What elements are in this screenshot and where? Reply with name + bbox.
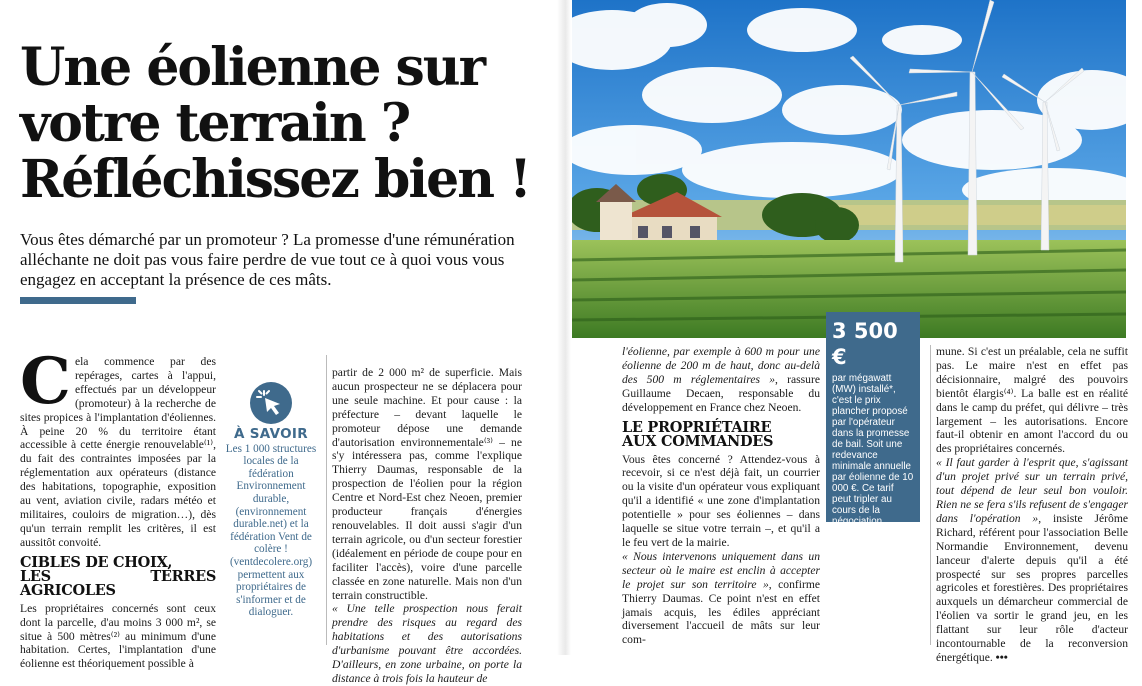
stat-footnote: * Puissance nominale de l'éolienne. xyxy=(832,555,909,574)
column-divider xyxy=(326,355,327,645)
article-lead: Vous êtes démarché par un promoteur ? La promesse d'une rémunération alléchante ne doit pas vous faire perdre de vue tout ce à quoi vous vous engagez en acceptant la présence de ces mâts. xyxy=(20,230,515,289)
title-line-3: Réfléchissez bien ! xyxy=(20,149,530,210)
col3-paragraph-1-rest: , rassure Guillaume Decaen, responsable du développement en France chez Neoen. xyxy=(622,372,820,414)
title-line-2: votre terrain ? xyxy=(20,93,410,154)
column-2 xyxy=(332,366,522,686)
stat-callout xyxy=(826,312,920,574)
col4-paragraph-1: mune. Si c'est un préalable, cela ne suffit pas. Le maire n'est en effet pas décisionnaire, malgré des pouvoirs bientôt élargis⁽⁴⁾. La balle est en réalité dans le camp du préfet, qui délivre – très largement – les autorisations. Encore faut-il obtenir en amont l'accord du ou des propriétaires concernés. xyxy=(936,345,1128,456)
col3-paragraph-3-rest: , confirme Thierry Daumas. Ce point n'est en effet jamais acquis, les édiles appréciant diversement l'accueil de mâts sur leur com- xyxy=(622,577,820,647)
title-line-1: Une éolienne sur xyxy=(20,37,484,98)
col3-paragraph-3 xyxy=(622,550,820,647)
col3-quote-end: l'éolienne, par exemple à 600 m pour une éolienne de 200 m de haut, donc au-delà des 500 m réglementaires » xyxy=(622,345,820,386)
col4-paragraph-2 xyxy=(936,456,1128,665)
stat-value: 3 500 € xyxy=(832,319,898,369)
column-1 xyxy=(20,344,216,671)
col3-paragraph-2: Vous êtes concerné ? Attendez-vous à recevoir, si ce n'est déjà fait, un courrier ou la visite d'un opérateur vous expliquant qu'il a identifié « une zone d'implantation potentielle » pour ses éoliennes – dans laquelle se situe votre terrain –, et qu'il a le feu vert de la mairie. xyxy=(622,452,820,549)
col3-quote-2: « Nous intervenons uniquement dans un secteur où le maire est enclin à accepter le projet sur son territoire » xyxy=(622,549,820,591)
a-savoir-box xyxy=(222,355,320,619)
col3-subheading-line-2: AUX COMMANDES xyxy=(622,432,774,450)
end-mark: ••• xyxy=(995,650,1008,664)
a-savoir-title: À SAVOIR xyxy=(234,426,308,442)
column-4 xyxy=(936,345,1128,665)
lead-accent-bar xyxy=(20,297,136,304)
col1-subheading-line-2: LES TERRES AGRICOLES xyxy=(20,567,216,599)
col2-quote: « Une telle prospection nous ferait prendre des risques au regard des habitations et des autorisations d'urbanisme pouvant être accordées. D'ailleurs, en zone urbaine, on porte la distance à trois fois la hauteur de xyxy=(332,602,522,685)
a-savoir-text: Les 1 000 structures locales de la fédération Environnement durable, (environnement durable.net) et la fédération Vent de colère ! (ventdecolere.org) permettent aux propriétaires de s'informer et de dialoguer. xyxy=(225,442,317,619)
column-3 xyxy=(622,345,820,647)
col1-paragraph-1: ela commence par des repérages, cartes à l'appui, effectués par un développeur (promoteur) à la recherche de sites propices à l'implantation d'éoliennes. À peine 20 % du territoire étant accessible à cette énergie renouvelable⁽¹⁾, du fait des contraintes imposées par la réglementation aux opérateurs (distance des habitations, topographie, exposition au vent, aviation civile, radars météo et militaires, couloirs de migration…), dès qu'un terrain remplit les critères, il est aussitôt convoité. xyxy=(20,355,216,549)
col4-paragraph-2-rest: , insiste Jérôme Richard, référent pour l'association Belle Normandie Environnement, devenu lanceur d'alerte depuis qu'il a été prospecté sur ses propres parcelles agricoles et forestières. Des propriétaires auxquels un démarcheur commercial de l'éolien va sortir le grand jeu, en les flattant sur leur rôle d'acteur incontournable de la reconversion énergétique. xyxy=(936,511,1128,664)
cursor-click-icon xyxy=(250,382,292,424)
col3-subheading xyxy=(622,418,820,450)
col1-subheading-line-1: CIBLES DE CHOIX, xyxy=(20,553,173,571)
article-title xyxy=(20,37,550,210)
col1-paragraph-2: Les propriétaires concernés sont ceux dont la parcelle, d'au moins 3 000 m², se situe à 500 mètres⁽²⁾ au minimum d'une habitation. Certes, l'implantation d'une éolienne est théoriquement possible à xyxy=(20,601,216,671)
col1-subheading xyxy=(20,553,216,599)
col3-paragraph-1 xyxy=(622,345,820,415)
page-gutter xyxy=(557,0,571,655)
col4-quote: « Il faut garder à l'esprit que, s'agissant d'un projet privé sur un terrain privé, tout dépend de leur seul bon vouloir. Rien ne se fera s'ils refusent de s'engager dans l'opération » xyxy=(936,456,1128,525)
dropcap: C xyxy=(20,344,71,419)
col3-subheading-line-1: LE PROPRIÉTAIRE xyxy=(622,418,772,436)
stat-text: par mégawatt (MW) installé*, c'est le prix plancher proposé par l'opérateur dans la promesse de bail. Soit une redevance minimale annuelle par éolienne de 10 000 €. Ce tarif peut tripler au cours de la négociation menée avec l'opérateur. xyxy=(832,373,914,549)
wind-turbine-photo xyxy=(572,0,1126,338)
col2-paragraph-1: partir de 2 000 m² de superficie. Mais aucun prospecteur ne se déplacera pour une seule machine. Et pour cause : la préfecture – devant laquelle le promoteur dépose une demande d'autorisation environnementale⁽³⁾ – ne s'y intéressera pas, comme l'explique Thierry Daumas, responsable de la prospection de l'éolien pour la région Centre et Nord-Est chez Neoen, premier producteur français d'énergies renouvelables. Il doit aussi s'agir d'un terrain agricole, ou d'un secteur forestier (idéalement en période de coupe pour en faciliter l'accès), voire d'une parcelle classée en zone naturelle. Mais non d'un terrain constructible. xyxy=(332,366,522,602)
column-divider-right xyxy=(930,345,931,645)
